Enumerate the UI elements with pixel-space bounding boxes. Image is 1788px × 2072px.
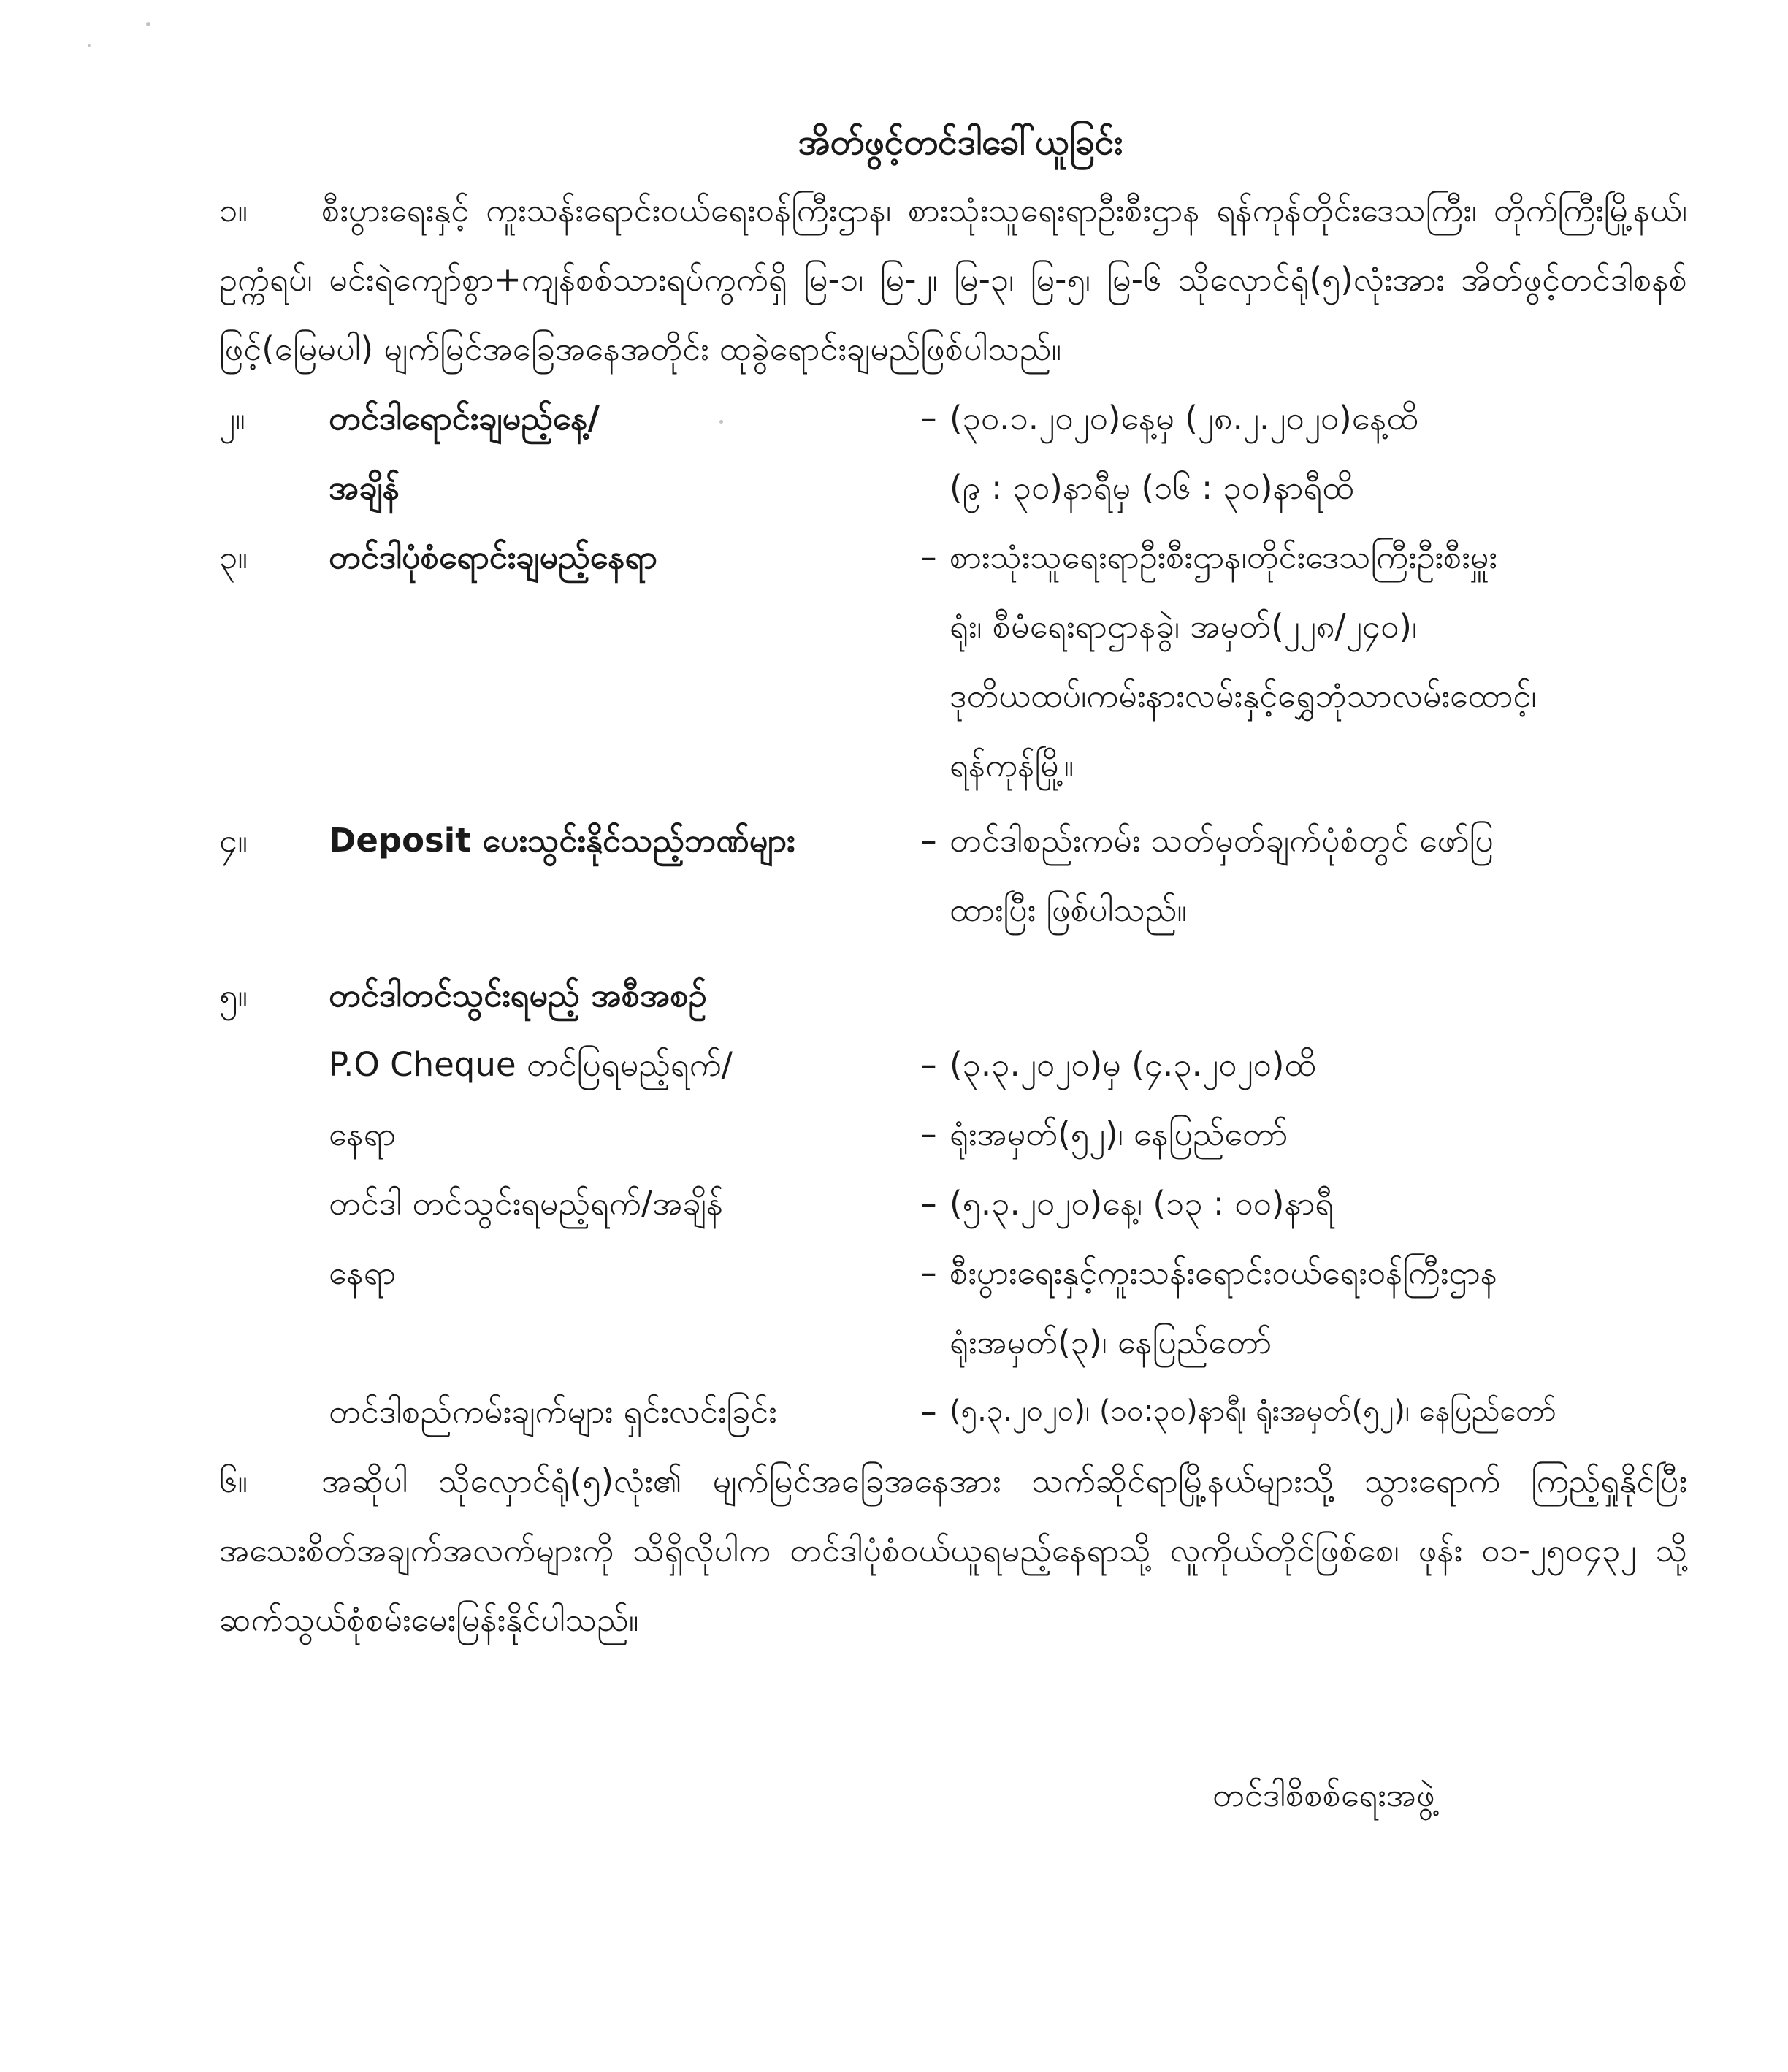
section-4-label: Deposit ပေးသွင်းနိုင်သည့်ဘဏ်များ (329, 821, 795, 860)
section-5-item-value: ရုံးအမှတ်(၅၂)၊ နေပြည်တော် (950, 1115, 1288, 1153)
dash: – (920, 1184, 937, 1223)
section-5-item-label: တင်ဒါစည်ကမ်းချက်များ ရှင်းလင်းခြင်း (329, 1392, 777, 1431)
dash: – (920, 399, 937, 437)
section-5-item (219, 1030, 1687, 1099)
section-6 (219, 1446, 1687, 1654)
section-2-label-line2: အချိန် (329, 468, 400, 507)
section-5-item (219, 1169, 1687, 1238)
section-1-number: ၁။ (219, 191, 248, 229)
section-2-label-line1: တင်ဒါရောင်းချမည့်နေ့/ (329, 399, 600, 437)
section-5-item-label: တင်ဒါ တင်သွင်းရမည့်ရက်/အချိန် (329, 1184, 724, 1223)
section-5-item-value (950, 1238, 1687, 1377)
section-5-item-value: (၃.၃.၂၀၂၀)မှ (၄.၃.၂၀၂၀)ထိ (950, 1045, 1316, 1084)
section-5-item (219, 1377, 1687, 1446)
section-5-item-value: (၅.၃.၂၀၂၀)နေ့၊ (၁၃ : ၀၀)နာရီ (950, 1184, 1334, 1223)
section-2 (219, 383, 1687, 522)
section-6-number: ၆။ (219, 1461, 248, 1500)
dash: – (920, 538, 937, 576)
section-3-value-line: ဒုတိယထပ်၊ကမ်းနားလမ်းနှင့်ရွှေဘုံသာလမ်းထောင့်၊ (950, 676, 1537, 715)
section-4-value-line1: တင်ဒါစည်းကမ်း သတ်မှတ်ချက်ပုံစံတွင် ဖော်ပြ (950, 821, 1494, 860)
dash: – (920, 821, 937, 860)
section-2-value (950, 383, 1687, 522)
section-5-item (219, 1238, 1687, 1377)
dash: – (920, 1045, 937, 1084)
section-2-number: ၂။ (219, 399, 245, 437)
section-5-number: ၅။ (219, 976, 248, 1014)
dash: – (920, 1392, 937, 1431)
section-5-item-value-line2: ရုံးအမှတ်(၃)၊ နေပြည်တော် (950, 1323, 1272, 1361)
section-3-label: တင်ဒါပုံစံရောင်းချမည့်နေရာ (329, 538, 657, 576)
section-5-item-label: နေရာ (329, 1115, 397, 1153)
section-3-value-line: စားသုံးသူရေးရာဦးစီးဌာန၊တိုင်းဒေသကြီးဦးစီးမှူး (950, 538, 1497, 576)
section-5-heading: တင်ဒါတင်သွင်းရမည့် အစီအစဉ် (329, 976, 707, 1014)
section-5-item-value-line1: စီးပွားရေးနှင့်ကူးသန်းရောင်းဝယ်ရေးဝန်ကြီးဌာန (950, 1253, 1498, 1292)
section-1-text: စီးပွားရေးနှင့် ကူးသန်းရောင်းဝယ်ရေးဝန်ကြီးဌာန၊ စားသုံးသူရေးရာဦးစီးဌာန ရန်ကုန်တိုင်းဒေသကြီး၊ တိုက်ကြီးမြို့နယ်၊ ဥက္ကံရပ်၊ မင်းရဲကျော်စွာ+ကျန်စစ်သားရပ်ကွက်ရှိ မြ-၁၊ မြ-၂၊ မြ-၃၊ မြ-၅၊ မြ-၆ သိုလှောင်ရုံ(၅)လုံးအား အိတ်ဖွင့်တင်ဒါစနစ်ဖြင့်(မြေမပါ) မျက်မြင်အခြေအနေအတိုင်း ထုခွဲရောင်းချမည်ဖြစ်ပါသည်။ (219, 191, 1687, 368)
section-4-number: ၄။ (219, 821, 248, 860)
section-1 (219, 175, 1687, 383)
section-2-value-line1: (၃၀.၁.၂၀၂၀)နေ့မှ (၂၈.၂.၂၀၂၀)နေ့ထိ (950, 399, 1418, 437)
section-4-value-line2: ထားပြီး ဖြစ်ပါသည်။ (950, 890, 1188, 929)
section-3 (219, 522, 1687, 800)
section-3-number: ၃။ (219, 538, 248, 576)
dash: – (920, 1253, 937, 1292)
section-3-value (950, 522, 1687, 800)
scan-artifact (88, 44, 91, 47)
section-2-label (329, 383, 920, 522)
section-3-value-line: ရန်ကုန်မြို့။ (950, 746, 1074, 784)
section-4 (219, 806, 1687, 944)
section-5-item-value: (၅.၃.၂၀၂၀)၊ (၁၀:၃၀)နာရီ၊ ရုံးအမှတ်(၅၂)၊ နေပြည်တော် (950, 1394, 1556, 1428)
section-5-item-label: နေရာ (329, 1253, 397, 1292)
section-5-item (219, 1099, 1687, 1169)
section-4-value (950, 806, 1687, 944)
section-5-item-label: P.O Cheque တင်ပြရမည့်ရက်/ (329, 1045, 733, 1084)
document-title: အိတ်ဖွင့်တင်ဒါခေါ်ယူခြင်း (798, 122, 1123, 163)
signature: တင်ဒါစိစစ်ရေးအဖွဲ့ (1212, 1775, 1435, 1814)
section-6-text: အဆိုပါ သိုလှောင်ရုံ(၅)လုံး၏ မျက်မြင်အခြေအနေအား သက်ဆိုင်ရာမြို့နယ်များသို့ သွားရောက် ကြည့်ရှုနိုင်ပြီး အသေးစိတ်အချက်အလက်များကို သိရှိလိုပါက တင်ဒါပုံစံဝယ်ယူရမည့်နေရာသို့ လူကိုယ်တိုင်ဖြစ်စေ၊ ဖုန်း ၀၁-၂၅၀၄၃၂ သို့ ဆက်သွယ်စုံစမ်းမေးမြန်းနိုင်ပါသည်။ (219, 1461, 1687, 1639)
section-5-heading-row (219, 960, 1687, 1030)
scan-artifact (146, 22, 150, 26)
section-2-value-line2: (၉ : ၃၀)နာရီမှ (၁၆ : ၃၀)နာရီထိ (950, 468, 1354, 507)
tender-notice (219, 110, 1687, 1654)
section-3-value-line: ရုံး၊ စီမံရေးရာဌာနခွဲ၊ အမှတ်(၂၂၈/၂၄၀)၊ (950, 607, 1418, 646)
dash: – (920, 1115, 937, 1153)
